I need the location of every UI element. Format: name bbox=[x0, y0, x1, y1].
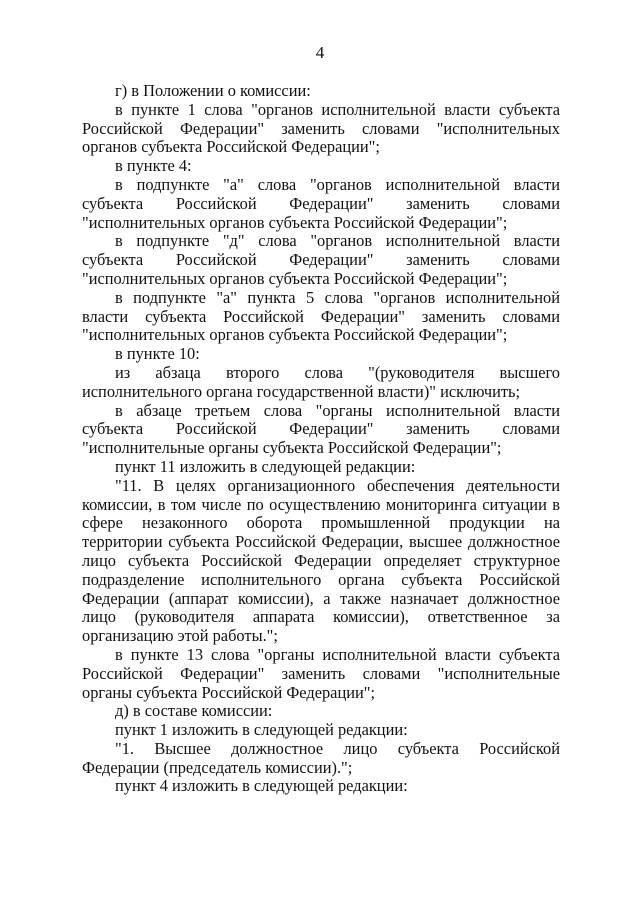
paragraph-point-13: в пункте 13 слова "органы исполнительной власти субъекта Российской Федерации" заменить словами "исполнительные органы субъекта Российской Федерации"; bbox=[82, 644, 560, 702]
paragraph-g-header: г) в Положении о комиссии: bbox=[115, 81, 311, 100]
page-number: 4 bbox=[315, 43, 325, 62]
document-body bbox=[82, 82, 560, 796]
paragraph-point-11-intro: пункт 11 изложить в следующей редакции: bbox=[115, 456, 416, 476]
paragraph-point-1: в пункте 1 слова "органов исполнительной власти субъекта Российской Федерации" заменить словами "исполнительных органов субъекта Российской Федерации"; bbox=[82, 99, 560, 157]
paragraph-d-header: д) в составе комиссии: bbox=[115, 701, 273, 721]
paragraph-sostav-point-1-intro: пункт 1 изложить в следующей редакции: bbox=[115, 720, 408, 740]
paragraph-sostav-point-4-intro: пункт 4 изложить в следующей редакции: bbox=[115, 776, 408, 796]
paragraph-sostav-point-1-text: "1. Высшее должностное лицо субъекта Российской Федерации (председатель комиссии)."; bbox=[82, 738, 560, 777]
paragraph-abzac-tretiy: в абзаце третьем слова "органы исполнительной власти субъекта Российской Федерации" заменить словами "исполнительные органы субъекта Российской Федерации"; bbox=[82, 400, 560, 458]
paragraph-subpoint-d: в подпункте "д" слова "органов исполнительной власти субъекта Российской Федерации" заменить словами "исполнительных органов субъекта Российской Федерации"; bbox=[82, 231, 560, 288]
paragraph-point-4: в пункте 4: bbox=[115, 156, 192, 176]
paragraph-subpoint-a: в подпункте "а" слова "органов исполнительной власти субъекта Российской Федерации" заменить словами "исполнительных органов субъекта Российской Федерации"; bbox=[82, 174, 560, 232]
paragraph-point-10: в пункте 10: bbox=[115, 344, 200, 364]
paragraph-subpoint-a-point-5: в подпункте "а" пункта 5 слова "органов исполнительной власти субъекта Российской Федерации" заменить словами "исполнительных органов субъекта Российской Федерации"; bbox=[82, 287, 560, 345]
paragraph-abzac-vtoroy: из абзаца второго слова "(руководителя высшего исполнительного органа государственной власти)" исключить; bbox=[82, 362, 560, 401]
paragraph-point-11-text: "11. В целях организационного обеспечения деятельности комиссии, в том числе по осуществлению мониторинга ситуации в сфере незаконного оборота промышленной продукции на территории субъекта Российской Федерации, высшее должностное лицо субъекта Российской Федерации определяет структурное подразделение исполнительного органа субъекта Российской Федерации (аппарат комиссии), а также назначает должностное лицо (руководителя аппарата комиссии), ответственное за организацию этой работы."; bbox=[82, 475, 560, 646]
